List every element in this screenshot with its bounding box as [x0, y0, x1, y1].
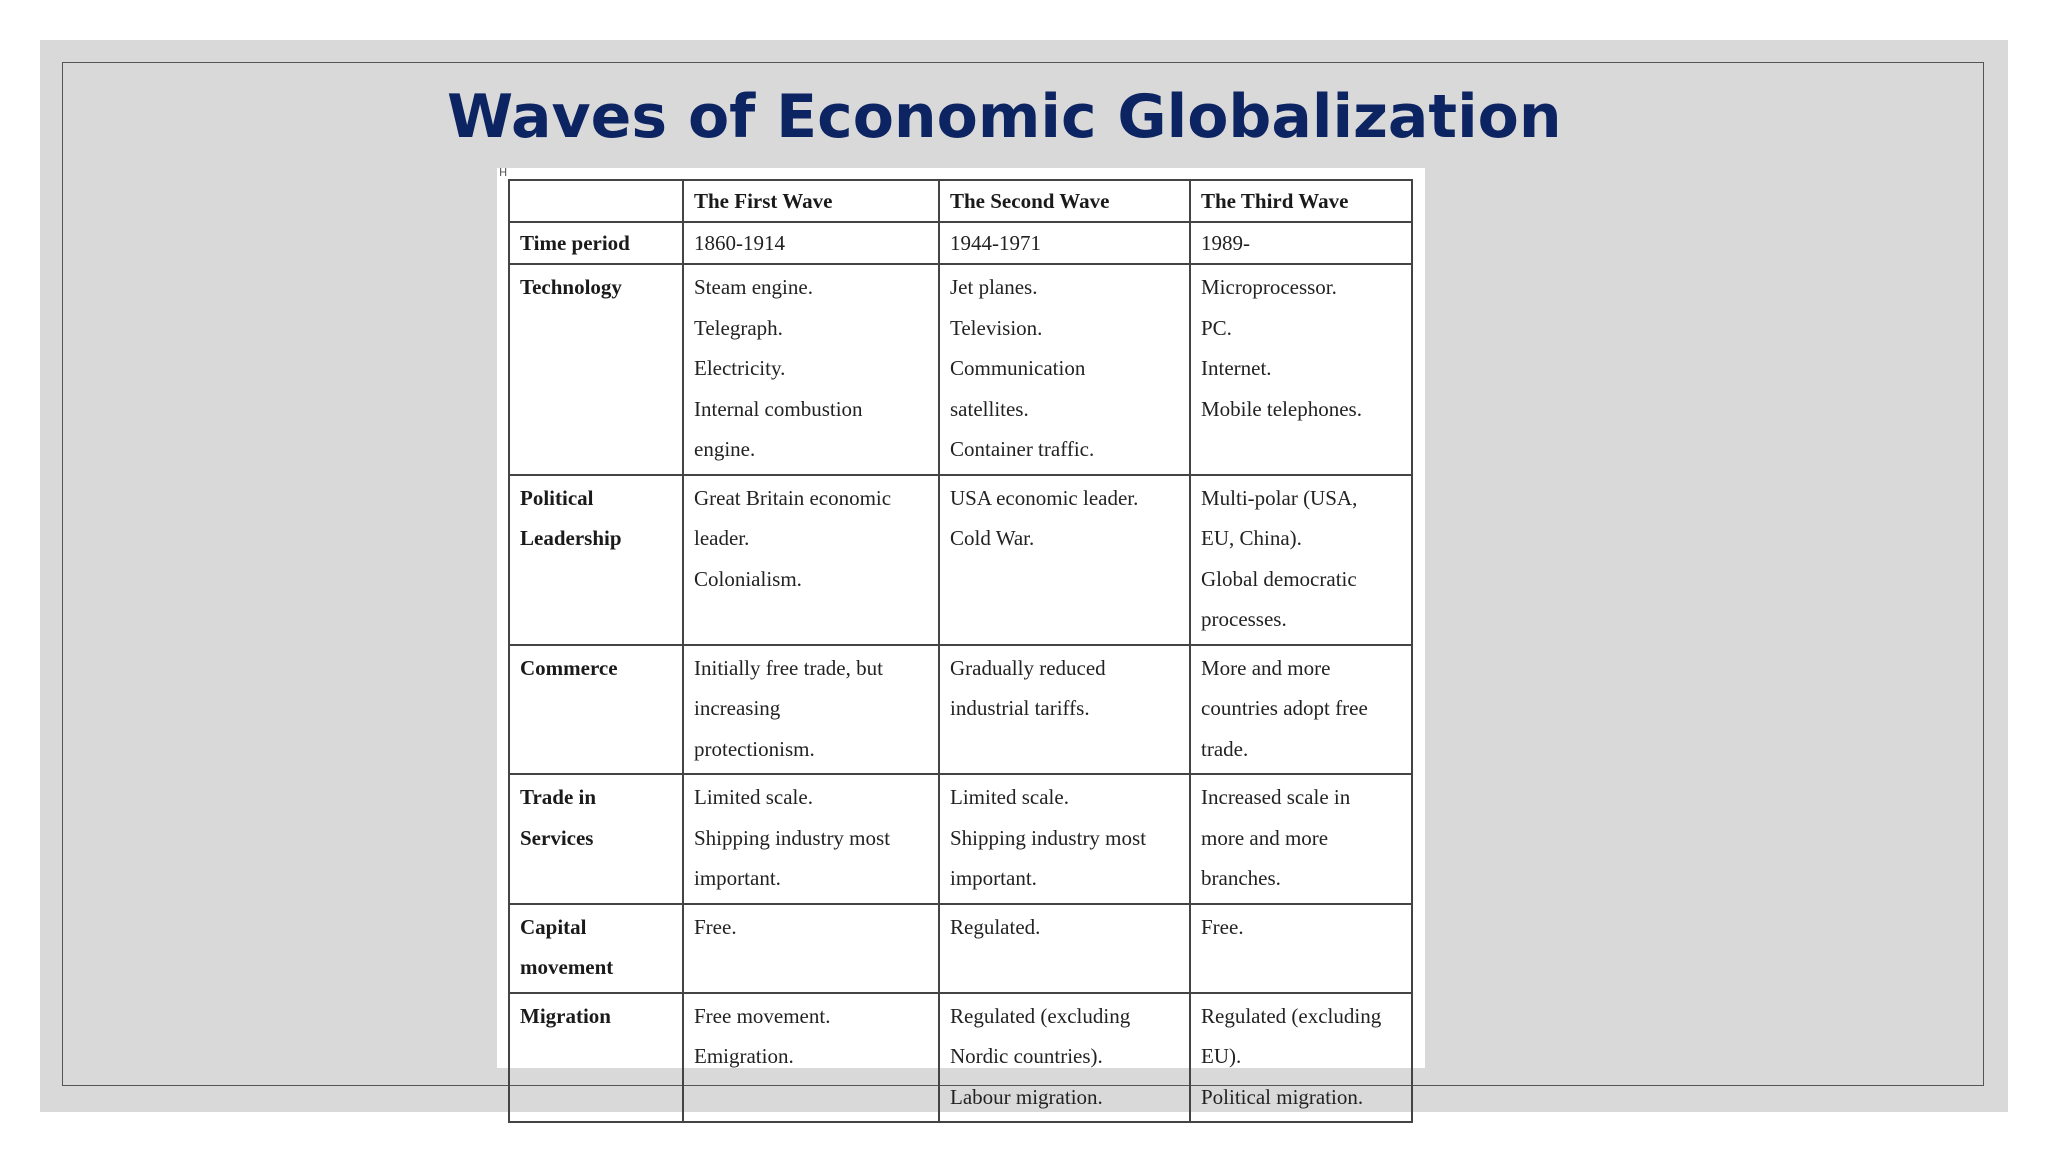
cell-line: 1989-	[1201, 231, 1250, 255]
cell-time-period-second-wave	[939, 222, 1190, 264]
row-header-technology	[509, 264, 683, 475]
cell-line: Great Britain economic	[694, 485, 892, 510]
cell-political-leadership-second-wave	[939, 475, 1190, 645]
cell-line: Labour migration.	[950, 1084, 1103, 1109]
cell-line: Initially free trade, but	[694, 655, 883, 680]
row-header-line: Trade in	[520, 785, 597, 809]
row-header-line: Leadership	[520, 526, 622, 550]
cell-line: 1944-1971	[950, 231, 1041, 255]
row-header-migration	[509, 993, 683, 1123]
cell-capital-movement-second-wave	[939, 904, 1190, 993]
cell-line: protectionism.	[694, 736, 815, 761]
cell-time-period-third-wave	[1190, 222, 1412, 264]
cell-line: Free.	[1201, 914, 1244, 939]
cell-commerce-first-wave	[683, 645, 939, 775]
row-header-capital-movement	[509, 904, 683, 993]
row-header-line: movement	[520, 955, 614, 979]
cell-trade-in-services-first-wave	[683, 774, 939, 904]
cell-commerce-second-wave	[939, 645, 1190, 775]
cell-line: Container traffic.	[950, 437, 1095, 461]
cell-line: More and more	[1201, 655, 1331, 680]
column-header-third-wave: The Third Wave	[1190, 180, 1412, 222]
cell-line: Limited scale.	[694, 785, 813, 809]
cell-line: processes.	[1201, 607, 1287, 631]
cell-line: Communication	[950, 356, 1086, 380]
cell-line: more and more	[1201, 825, 1329, 850]
cell-line: Microprocessor.	[1201, 275, 1337, 299]
cell-migration-second-wave	[939, 993, 1190, 1123]
table-header-row	[509, 180, 1412, 222]
cell-line: Internet.	[1201, 356, 1272, 380]
table-row-time-period	[509, 222, 1412, 264]
cell-line: 1860-1914	[694, 231, 785, 255]
cell-line: Limited scale.	[950, 785, 1069, 809]
row-header-line: Time period	[520, 231, 630, 255]
cell-commerce-third-wave	[1190, 645, 1412, 775]
cell-capital-movement-third-wave	[1190, 904, 1412, 993]
table-image	[497, 168, 1425, 1109]
cell-line: branches.	[1201, 866, 1281, 890]
cell-line: EU).	[1201, 1044, 1242, 1068]
cell-migration-first-wave	[683, 993, 939, 1123]
cell-line: EU, China).	[1201, 526, 1302, 550]
cell-line: Shipping industry most	[694, 825, 891, 850]
cell-line: important.	[694, 866, 781, 890]
cell-migration-third-wave	[1190, 993, 1412, 1123]
cell-line: Electricity.	[694, 356, 786, 380]
cell-political-leadership-third-wave	[1190, 475, 1412, 645]
row-header-line: Services	[520, 825, 594, 850]
table-row-political-leadership	[509, 475, 1412, 645]
cell-line: leader.	[694, 526, 750, 550]
cell-line: Multi-polar (USA,	[1201, 485, 1358, 510]
table-row-technology	[509, 264, 1412, 475]
anchor-mark: H	[499, 166, 508, 179]
cell-line: USA economic leader.	[950, 485, 1139, 510]
cell-line: industrial tariffs.	[950, 696, 1090, 720]
cell-line: Steam engine.	[694, 275, 813, 299]
cell-technology-second-wave	[939, 264, 1190, 475]
cell-line: Global democratic	[1201, 566, 1357, 591]
cell-line: Cold War.	[950, 526, 1035, 550]
cell-line: Increased scale in	[1201, 785, 1351, 809]
cell-line: increasing	[694, 696, 781, 720]
cell-line: Shipping industry most	[950, 825, 1147, 850]
row-header-political-leadership	[509, 475, 683, 645]
row-header-line: Technology	[520, 275, 622, 299]
cell-line: Telegraph.	[694, 315, 783, 340]
header-corner-cell	[509, 180, 683, 222]
slide-title: Waves of Economic Globalization	[447, 82, 1562, 152]
cell-line: Emigration.	[694, 1044, 794, 1068]
cell-line: important.	[950, 866, 1037, 890]
cell-line: trade.	[1201, 736, 1249, 761]
row-header-time-period	[509, 222, 683, 264]
cell-line: engine.	[694, 437, 756, 461]
column-header-first-wave: The First Wave	[683, 180, 939, 222]
column-header-second-wave: The Second Wave	[939, 180, 1190, 222]
row-header-trade-in-services	[509, 774, 683, 904]
cell-technology-third-wave	[1190, 264, 1412, 475]
cell-line: Regulated (excluding	[950, 1003, 1131, 1028]
row-header-line: Migration	[520, 1003, 611, 1028]
cell-line: Television.	[950, 315, 1043, 340]
row-header-line: Commerce	[520, 655, 618, 680]
cell-line: Free.	[694, 914, 737, 939]
table-row-trade-in-services	[509, 774, 1412, 904]
cell-line: Internal combustion	[694, 396, 863, 421]
cell-trade-in-services-third-wave	[1190, 774, 1412, 904]
cell-line: Political migration.	[1201, 1084, 1364, 1109]
cell-line: Free movement.	[694, 1003, 831, 1028]
table-row-migration	[509, 993, 1412, 1123]
row-header-commerce	[509, 645, 683, 775]
cell-technology-first-wave	[683, 264, 939, 475]
cell-political-leadership-first-wave	[683, 475, 939, 645]
cell-time-period-first-wave	[683, 222, 939, 264]
cell-trade-in-services-second-wave	[939, 774, 1190, 904]
globalization-table	[508, 179, 1413, 1123]
cell-line: Nordic countries).	[950, 1044, 1103, 1068]
row-header-line: Capital	[520, 914, 587, 939]
cell-line: Jet planes.	[950, 275, 1038, 299]
cell-line: Regulated (excluding	[1201, 1003, 1382, 1028]
cell-line: Colonialism.	[694, 566, 802, 591]
cell-line: Regulated.	[950, 914, 1041, 939]
cell-line: Gradually reduced	[950, 655, 1106, 680]
cell-capital-movement-first-wave	[683, 904, 939, 993]
table-row-capital-movement	[509, 904, 1412, 993]
table-row-commerce	[509, 645, 1412, 775]
row-header-line: Political	[520, 485, 594, 510]
cell-line: satellites.	[950, 396, 1029, 421]
cell-line: PC.	[1201, 315, 1232, 340]
cell-line: Mobile telephones.	[1201, 396, 1362, 421]
cell-line: countries adopt free	[1201, 696, 1368, 720]
